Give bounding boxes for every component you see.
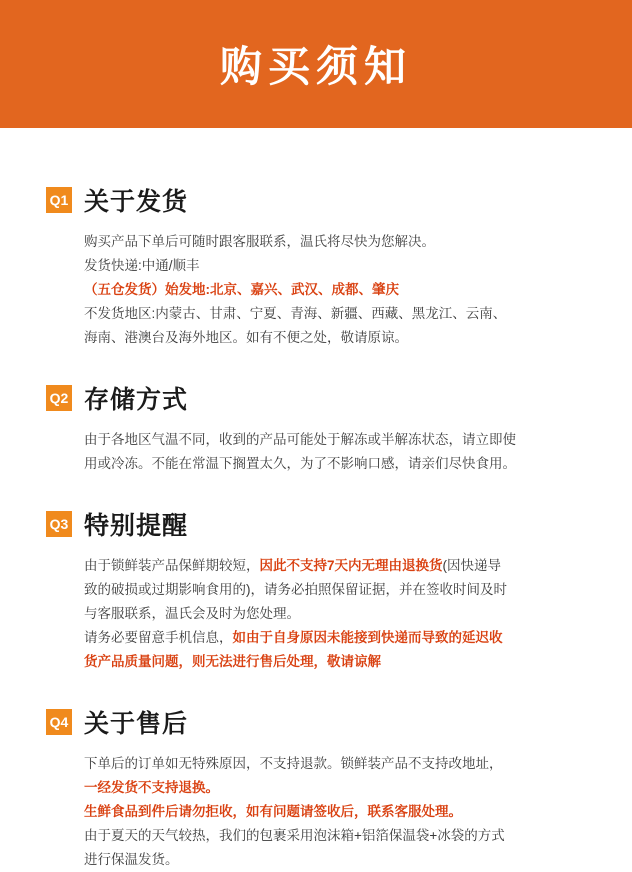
badge-q1: Q1 bbox=[46, 187, 72, 213]
line-text: 由于夏天的天气较热，我们的包裹采用泡沫箱+铝箔保温袋+冰袋的方式 bbox=[84, 828, 505, 844]
section-q2-body bbox=[46, 428, 586, 476]
text-line bbox=[84, 230, 586, 254]
line-text: 进行保温发货。 bbox=[84, 852, 179, 868]
line-text-highlight: 货产品质量问题，则无法进行售后处理，敬请谅解 bbox=[84, 654, 381, 670]
text-line bbox=[84, 848, 586, 872]
line-text: 请务必要留意手机信息， bbox=[84, 630, 233, 646]
line-text: 由于各地区气温不同，收到的产品可能处于解冻或半解冻状态，请立即使 bbox=[84, 432, 516, 448]
line-text: 用或冷冻。不能在常温下搁置太久，为了不影响口感，请亲们尽快食用。 bbox=[84, 456, 516, 472]
section-q4-title: 关于售后 bbox=[84, 709, 189, 739]
line-text: 由于锁鲜装产品保鲜期较短， bbox=[84, 558, 260, 574]
section-q1 bbox=[46, 182, 586, 350]
text-line bbox=[84, 302, 586, 326]
text-line bbox=[84, 428, 586, 452]
section-q3-header bbox=[46, 506, 586, 542]
line-text-highlight: 生鲜食品到件后请勿拒收，如有问题请签收后，联系客服处理。 bbox=[84, 804, 462, 820]
section-q4 bbox=[46, 704, 586, 872]
section-q2-header bbox=[46, 380, 586, 416]
badge-q4: Q4 bbox=[46, 709, 72, 735]
page-banner bbox=[0, 0, 632, 128]
text-line bbox=[84, 650, 586, 674]
text-line bbox=[84, 776, 586, 800]
text-line bbox=[84, 254, 586, 278]
section-q4-header bbox=[46, 704, 586, 740]
line-text: 与客服联系，温氏会及时为您处理。 bbox=[84, 606, 300, 622]
line-text: 不发货地区:内蒙古、甘肃、宁夏、青海、新疆、西藏、黑龙江、云南、 bbox=[84, 306, 507, 322]
text-line bbox=[84, 752, 586, 776]
text-line bbox=[84, 452, 586, 476]
section-q1-title: 关于发货 bbox=[84, 187, 189, 216]
section-q3-title: 特别提醒 bbox=[84, 511, 189, 541]
text-line bbox=[84, 554, 586, 578]
badge-q2: Q2 bbox=[46, 385, 72, 411]
line-text: 购买产品下单后可随时跟客服联系，温氏将尽快为您解决。 bbox=[84, 234, 435, 249]
line-text-highlight: （五仓发货）始发地:北京、嘉兴、武汉、成都、肇庆 bbox=[84, 282, 399, 298]
section-q2 bbox=[46, 380, 586, 476]
notice-content bbox=[0, 128, 632, 872]
line-text: 海南、港澳台及海外地区。如有不便之处，敬请原谅。 bbox=[84, 330, 408, 346]
page-title: 购买须知 bbox=[219, 42, 412, 91]
section-q4-body bbox=[46, 752, 586, 872]
text-line bbox=[84, 824, 586, 848]
line-text: (因快递导 bbox=[442, 558, 502, 574]
line-text: 致的破损或过期影响食用的)，请务必拍照保留证据，并在签收时间及时 bbox=[84, 582, 507, 598]
section-q3-body bbox=[46, 554, 586, 674]
line-text-highlight: 如由于自身原因未能接到快递而导致的延迟收 bbox=[232, 630, 503, 646]
section-q1-body bbox=[46, 230, 586, 350]
text-line bbox=[84, 326, 586, 350]
section-q2-title: 存储方式 bbox=[84, 385, 189, 415]
text-line bbox=[84, 602, 586, 626]
text-line bbox=[84, 626, 586, 650]
line-text-highlight: 一经发货不支持退换。 bbox=[84, 780, 219, 796]
line-text-highlight: 因此不支持7天内无理由退换货 bbox=[259, 558, 443, 574]
badge-q3: Q3 bbox=[46, 511, 72, 537]
section-q3 bbox=[46, 506, 586, 674]
text-line bbox=[84, 800, 586, 824]
text-line bbox=[84, 578, 586, 602]
line-text: 下单后的订单如无特殊原因，不支持退款。锁鲜装产品不支持改地址， bbox=[84, 756, 503, 772]
line-text: 发货快递:中通/顺丰 bbox=[84, 258, 200, 274]
text-line bbox=[84, 278, 586, 302]
section-q1-header bbox=[46, 182, 586, 218]
